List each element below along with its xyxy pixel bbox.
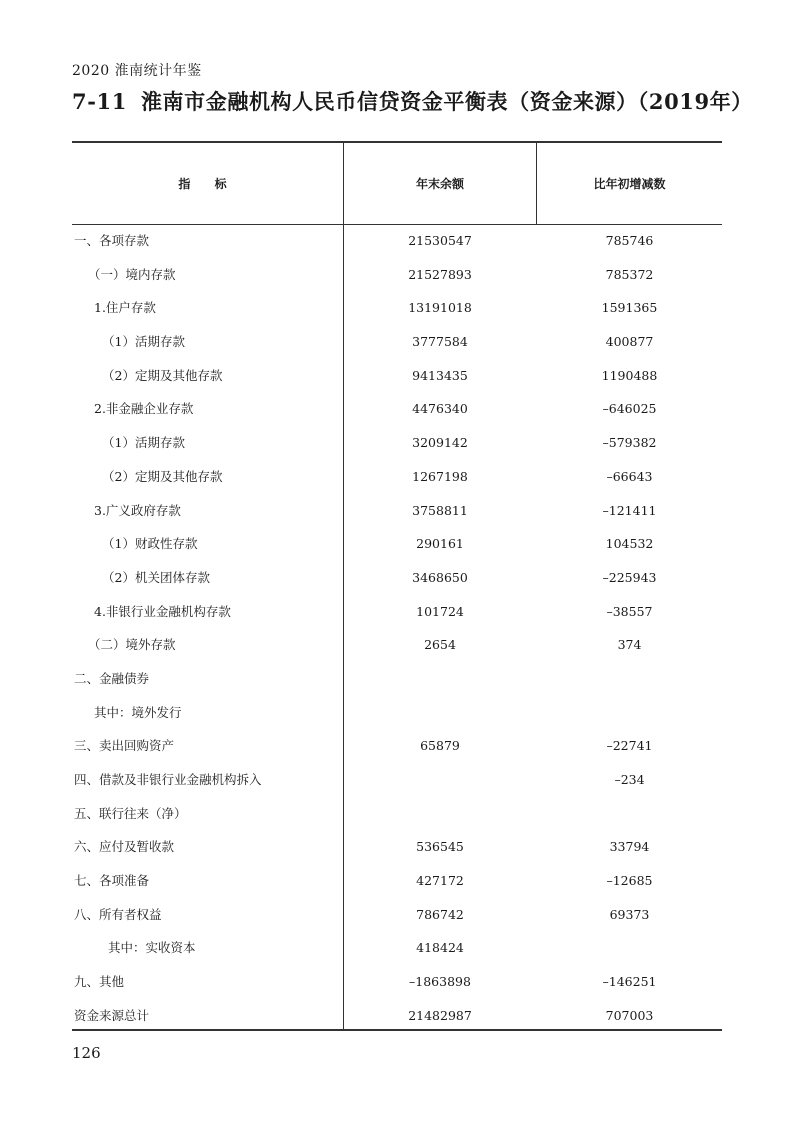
year-end-balance-cell [344, 763, 536, 797]
year-end-balance-cell: 21530547 [408, 233, 472, 248]
table-number: 7-11 [72, 89, 127, 114]
table-title-text: 淮南市金融机构人民币信贷资金平衡表（资金来源）（2019年） [140, 89, 753, 114]
row-label: （一）境内存款 [88, 266, 176, 282]
table-row [72, 527, 722, 561]
row-label: 三、卖出回购资产 [74, 738, 175, 754]
row-label: 资金来源总计 [74, 1007, 150, 1023]
year-end-balance-cell: 9413435 [412, 367, 468, 383]
change-cell: –146251 [602, 974, 657, 990]
table-row [72, 595, 722, 629]
year-end-balance-cell: –1863898 [409, 974, 471, 990]
year-end-balance-cell [344, 797, 536, 831]
table-row [72, 797, 722, 831]
change-cell: 33794 [609, 839, 650, 855]
change-cell: –579382 [602, 435, 657, 451]
year-end-balance-cell: 13191018 [408, 300, 472, 316]
table-row [72, 426, 722, 460]
table-row [72, 999, 722, 1033]
year-end-balance-cell: 290161 [416, 536, 464, 552]
year-end-balance-cell: 2654 [424, 637, 456, 653]
year-end-balance-cell: 536545 [416, 839, 464, 855]
row-label: （二）境外存款 [88, 637, 176, 653]
year-end-balance-cell: 21482987 [408, 1007, 472, 1023]
change-cell [537, 696, 722, 730]
table-row [72, 696, 722, 730]
change-cell: 1190488 [601, 367, 658, 383]
change-cell: 69373 [609, 906, 650, 922]
year-end-balance-cell: 418424 [416, 940, 464, 956]
table-row [72, 662, 722, 696]
year-end-balance-cell: 21527893 [408, 266, 472, 282]
year-end-balance-cell: 3758811 [412, 502, 468, 518]
row-label: 二、金融债券 [74, 670, 150, 686]
change-cell: 400877 [605, 334, 654, 350]
row-label: （1）财政性存款 [102, 536, 198, 552]
table-bottom-rule [72, 1029, 722, 1031]
change-cell: 785746 [605, 233, 654, 248]
table-row [72, 965, 722, 999]
table-row [72, 628, 722, 662]
running-head: 2020 淮南统计年鉴 [72, 63, 202, 79]
row-label: （2）机关团体存款 [102, 569, 210, 585]
year-end-balance-cell: 427172 [416, 873, 464, 889]
change-cell: –121411 [602, 502, 657, 518]
table-row [72, 931, 722, 965]
table-row [72, 359, 722, 393]
page-number: 126 [72, 1044, 101, 1062]
row-label: 八、所有者权益 [74, 906, 162, 922]
row-label: 2.非金融企业存款 [94, 401, 194, 417]
change-cell: –646025 [602, 401, 657, 417]
change-cell: 374 [617, 637, 642, 653]
change-cell: –234 [614, 772, 645, 787]
table-row [72, 258, 722, 292]
table-row [72, 561, 722, 595]
year-end-balance-cell: 3777584 [412, 334, 468, 350]
year-end-balance-cell: 4476340 [412, 401, 468, 417]
change-cell: 785372 [605, 266, 654, 282]
change-cell: –38557 [606, 603, 653, 619]
table-body [72, 224, 722, 1033]
year-end-balance-cell [344, 662, 536, 696]
table-row [72, 898, 722, 932]
row-label: （1）活期存款 [102, 435, 185, 451]
table-row [72, 460, 722, 494]
row-label: 3.广义政府存款 [94, 502, 181, 518]
row-label: 其中：境外发行 [94, 704, 182, 720]
row-label: 七、各项准备 [74, 873, 150, 889]
row-label: 四、借款及非银行业金融机构拆入 [74, 772, 262, 787]
change-cell [537, 797, 722, 831]
table-title [72, 86, 753, 116]
table-row [72, 830, 722, 864]
header-indicator: 指 标 [178, 176, 237, 191]
change-cell: –66643 [606, 468, 653, 484]
row-label: 九、其他 [74, 974, 125, 990]
change-cell: 707003 [605, 1007, 654, 1023]
table-row [72, 325, 722, 359]
table-row [72, 763, 722, 797]
row-label: 五、联行往来（净） [74, 805, 187, 821]
table-row [72, 494, 722, 528]
header-year-end-balance: 年末余额 [415, 176, 464, 191]
row-label: （1）活期存款 [102, 334, 185, 350]
row-label: 其中：实收资本 [108, 940, 196, 956]
table-row [72, 224, 722, 258]
table-row [72, 291, 722, 325]
row-label: 一、各项存款 [74, 233, 150, 248]
year-end-balance-cell [344, 696, 536, 730]
year-end-balance-cell: 101724 [416, 603, 464, 619]
row-label: 六、应付及暂收款 [74, 839, 175, 855]
year-end-balance-cell: 3468650 [412, 569, 468, 585]
table-row [72, 729, 722, 763]
table-row [72, 864, 722, 898]
row-label: （2）定期及其他存款 [102, 367, 223, 383]
change-cell: 1591365 [601, 300, 658, 316]
year-end-balance-cell: 65879 [420, 738, 460, 754]
row-label: 1.住户存款 [94, 300, 156, 316]
year-end-balance-cell: 3209142 [412, 435, 468, 451]
row-label: 4.非银行业金融机构存款 [94, 603, 231, 619]
year-end-balance-cell: 1267198 [412, 468, 468, 484]
row-label: （2）定期及其他存款 [102, 468, 223, 484]
table-row [72, 392, 722, 426]
year-end-balance-cell: 786742 [416, 906, 464, 922]
change-cell: 104532 [605, 536, 654, 552]
change-cell: –22741 [606, 738, 653, 754]
change-cell [537, 931, 722, 965]
change-cell [537, 662, 722, 696]
change-cell: –12685 [606, 873, 653, 889]
change-cell: –225943 [602, 569, 657, 585]
header-change-from-start: 比年初增减数 [593, 176, 666, 191]
